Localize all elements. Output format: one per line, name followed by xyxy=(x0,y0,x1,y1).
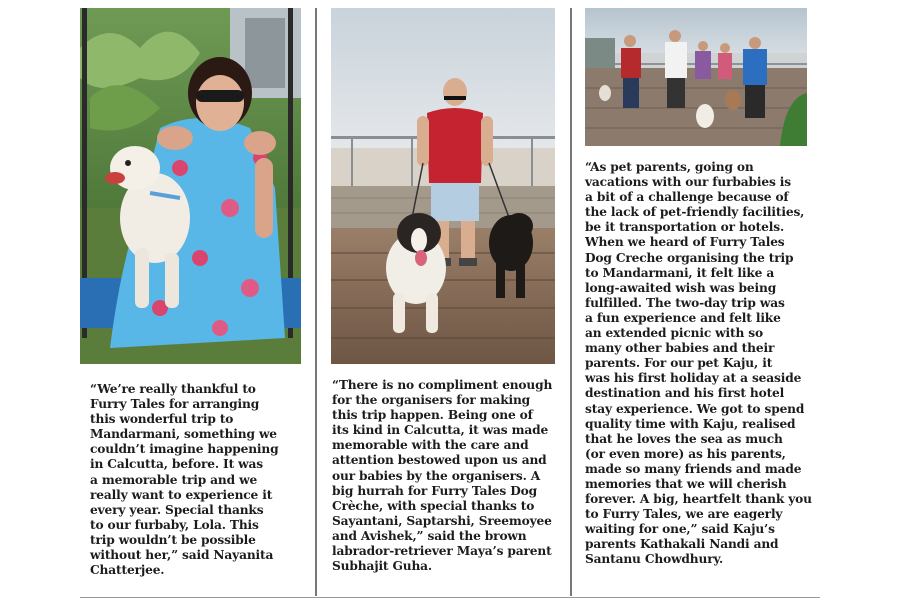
quote-subhajit-guha xyxy=(332,378,562,574)
photo-1-illustration xyxy=(80,8,301,364)
photo-2-illustration xyxy=(331,8,555,364)
group-with-dogs-on-seaside-deck-photo xyxy=(585,8,807,146)
woman-with-white-labrador-photo xyxy=(80,8,301,364)
column-divider xyxy=(570,8,572,596)
quote-text: “There is no compliment enough for the organisers for making this trip happen. Being one of its kind in Calcutta, it was made memorable with the care and attention bestowed upon us and our babies by the organisers. A big hurrah for Furry Tales Dog Crèche, with special thanks to Sayantani, Saptarshi, Sreemoyee and Avishek,” said the brown labrador-retriever Maya’s parent Subhajit Guha. xyxy=(332,378,553,574)
quote-nayanita-chatterjee xyxy=(90,382,308,578)
bottom-rule xyxy=(80,597,820,598)
column-divider xyxy=(315,8,317,596)
man-walking-two-dogs-on-deck-photo xyxy=(331,8,555,364)
quote-text: “As pet parents, going on vacations with our furbabies is a bit of a challenge because of the lack of pet-friendly facilities, be it transportation or hotels. When we heard of Furry Tales Dog Creche organising the trip to Mandarmani, it felt like a long-awaited wish was being fulfilled. The two-day trip was a fun experience and felt like an extended picnic with so many other babies and their parents. For our pet Kaju, it was his first holiday at a seaside destination and his first hotel stay experience. We got to spend quality time with Kaju, realised that he loves the sea as much (or even more) as his parents, made so many friends and made memories that we will cherish forever. A big, heartfelt thank you to Furry Tales, we are eagerly waiting for one,” said Kaju’s parents Kathakali Nandi and Santanu Chowdhury. xyxy=(585,160,812,567)
quote-kathakali-santanu xyxy=(585,160,817,568)
photo-3-illustration xyxy=(585,8,807,146)
quote-text: “We’re really thankful to Furry Tales for arranging this wonderful trip to Mandarmani, something we couldn’t imagine happening in Calcutta, before. It was a memorable trip and we really want to experience it every year. Special thanks to our furbaby, Lola. This trip wouldn’t be possible without her,” said Nayanita Chatterjee. xyxy=(90,382,279,578)
